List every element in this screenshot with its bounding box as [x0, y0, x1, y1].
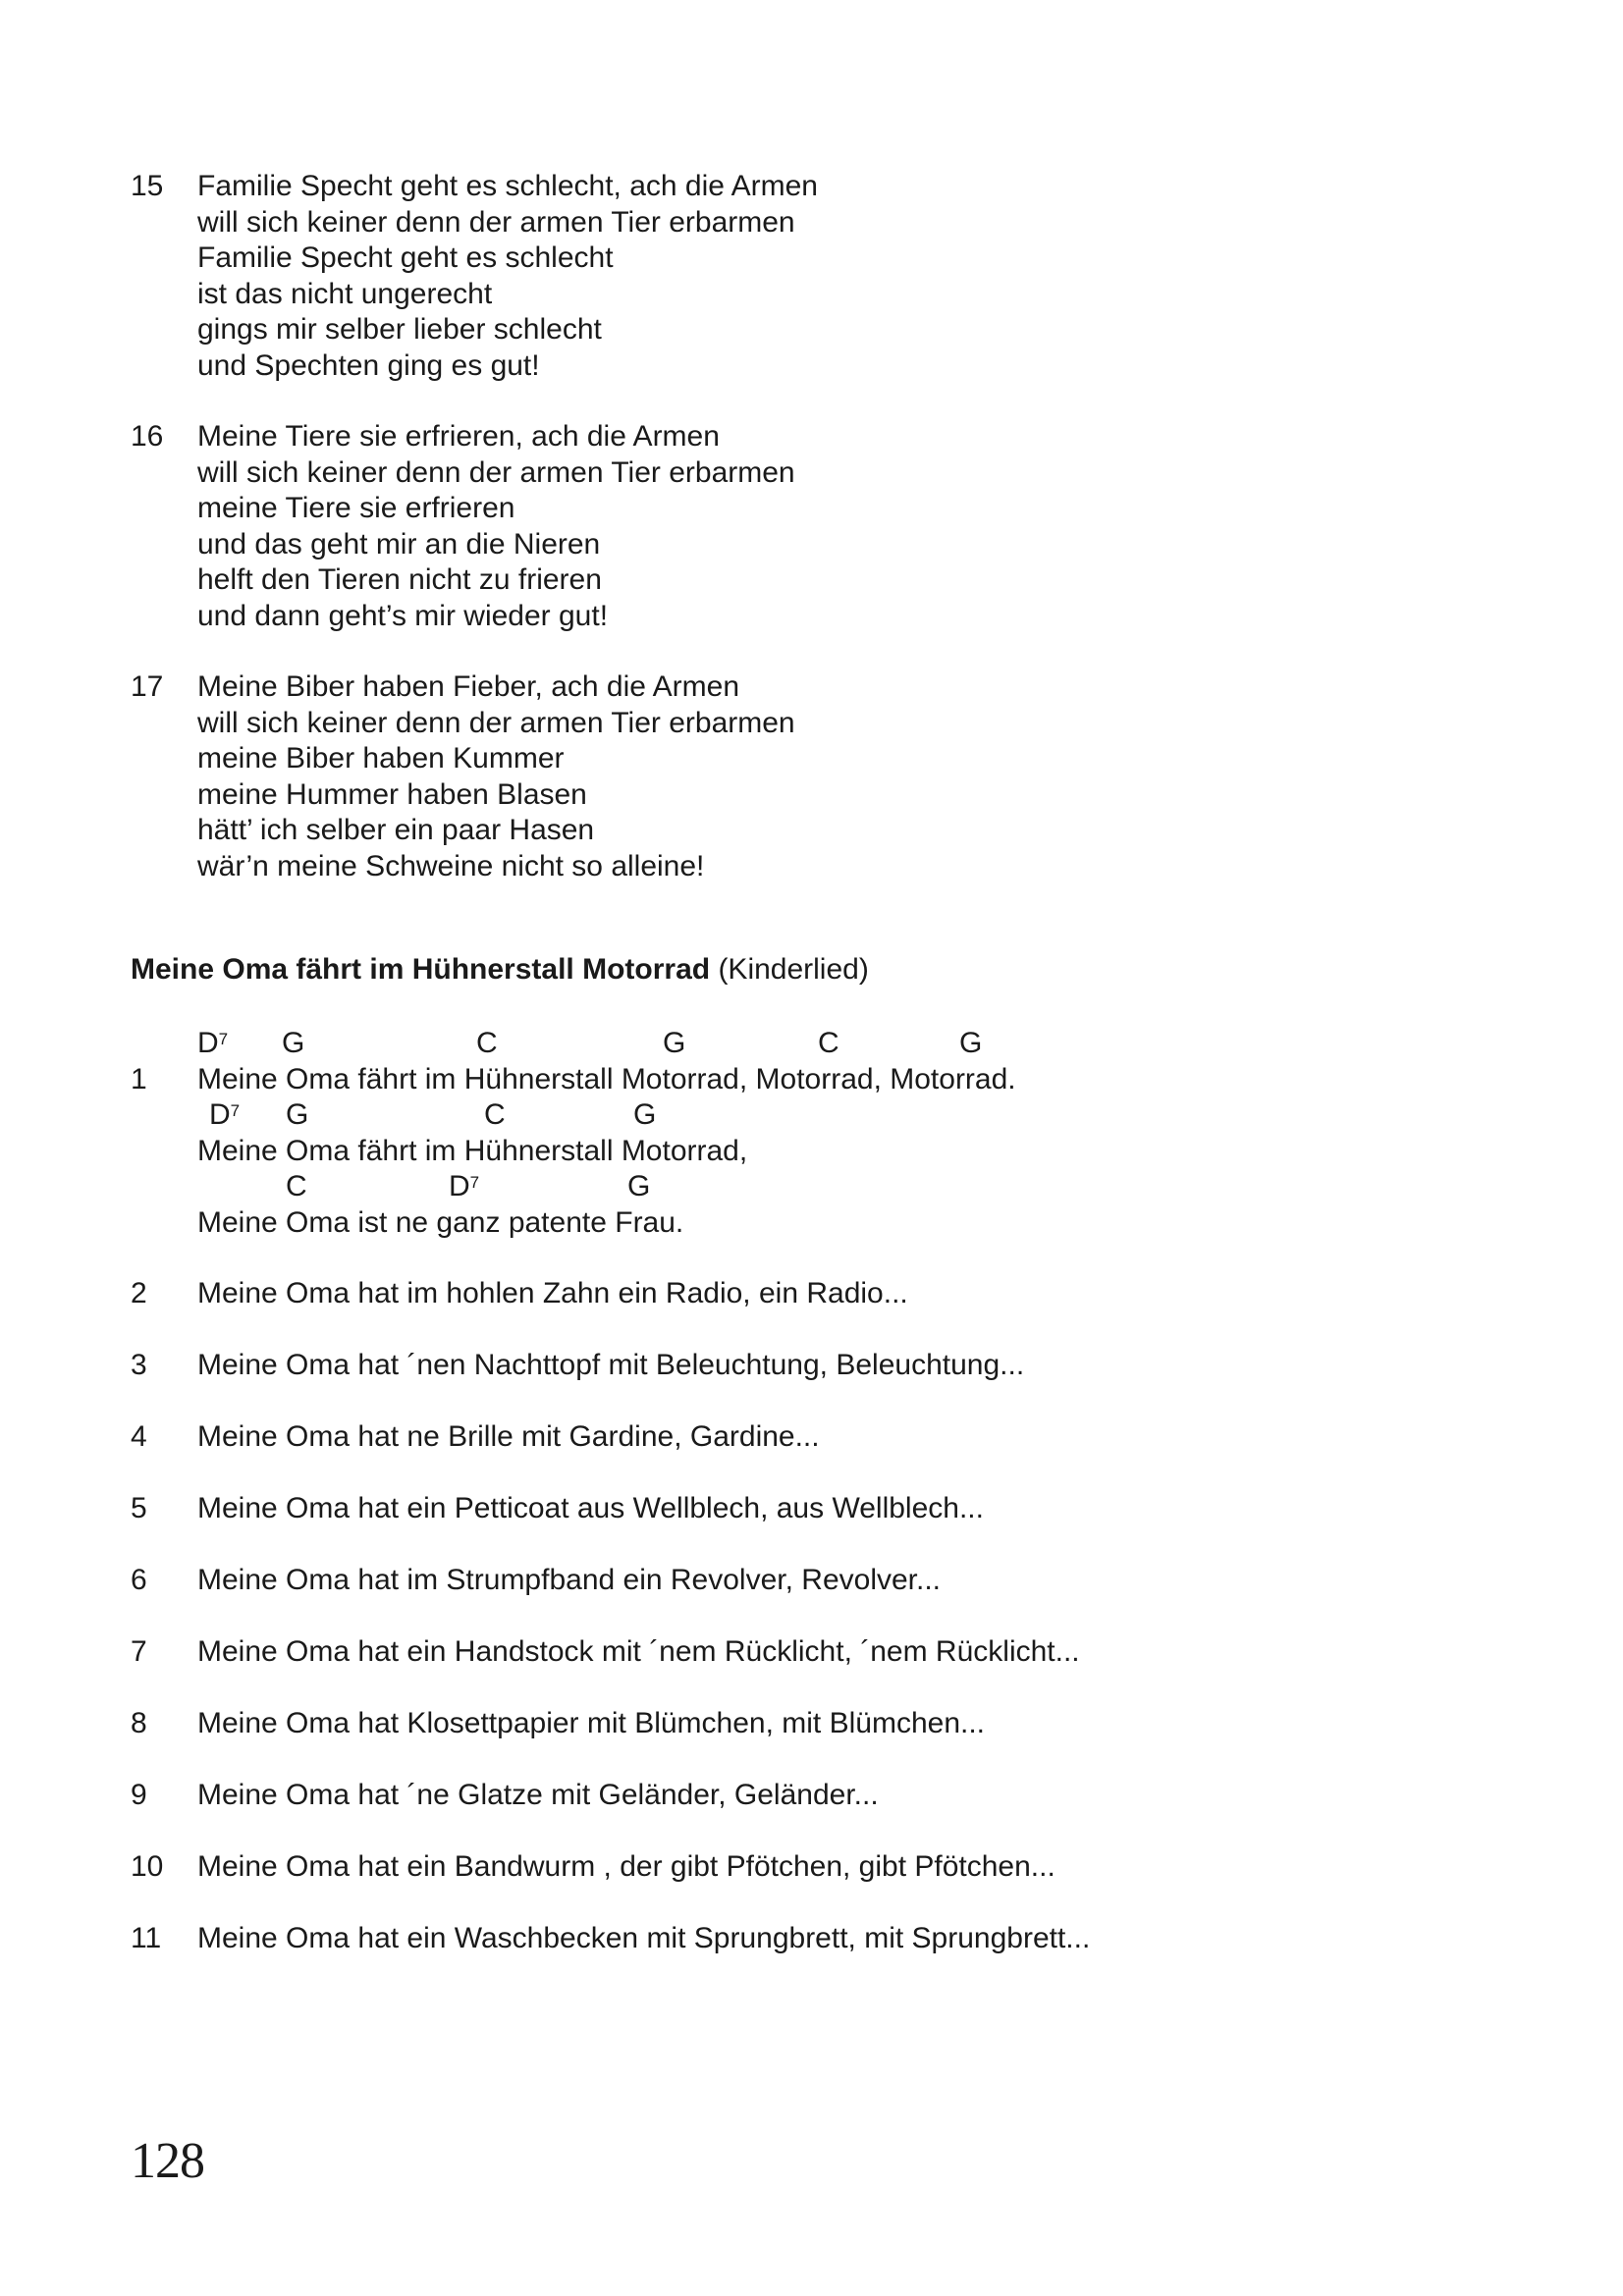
verse-6	[131, 1563, 1407, 1599]
verse-number: 15	[131, 170, 164, 202]
verse-5	[131, 1491, 1407, 1527]
verse-1-with-chords	[131, 1026, 1407, 1241]
verse-line: Meine Oma hat ein Petticoat aus Wellblech, aus Wellblech...	[197, 1492, 984, 1524]
verse-line: meine Biber haben Kummer	[197, 742, 565, 774]
chord: $D^7$	[209, 1098, 241, 1131]
verse-number: 9	[131, 1779, 147, 1811]
verse-number: 4	[131, 1420, 147, 1453]
verse-line: Meine Oma hat ein Waschbecken mit Sprungbrett, mit Sprungbrett...	[197, 1922, 1091, 1954]
verse-line: will sich keiner denn der armen Tier erbarmen	[197, 706, 795, 739]
verse-line: und das geht mir an die Nieren	[197, 527, 601, 561]
chord: $D^7$	[197, 1027, 229, 1059]
song-title-note: (Kinderlied)	[718, 953, 869, 986]
chord-line	[131, 1097, 1407, 1134]
verse-number: 1	[131, 1062, 147, 1095]
verse-line: Meine Oma hat im Strumpfband ein Revolver, Revolver...	[197, 1564, 942, 1596]
verse-number: 7	[131, 1635, 147, 1668]
verse-line: Meine Oma ist ne ganz patente Frau.	[197, 1205, 684, 1239]
verse-line: Meine Oma hat ´nen Nachttopf mit Beleuchtung, Beleuchtung...	[197, 1349, 1025, 1381]
chord: C	[818, 1027, 839, 1059]
verse-line: Meine Oma hat ne Brille mit Gardine, Gardine...	[197, 1420, 820, 1453]
verse-line: will sich keiner denn der armen Tier erbarmen	[197, 205, 795, 239]
chord-line	[131, 1026, 1407, 1062]
verse-line: meine Hummer haben Blasen	[197, 777, 587, 811]
verse-number: 8	[131, 1707, 147, 1739]
verse-number: 3	[131, 1349, 147, 1381]
verse-line: gings mir selber lieber schlecht	[197, 313, 602, 346]
verse-number: 10	[131, 1850, 164, 1883]
verse-number: 17	[131, 670, 164, 703]
song-title	[131, 952, 869, 988]
chord: C	[476, 1027, 498, 1059]
verse-number: 2	[131, 1277, 147, 1309]
verse-line: Meine Oma fährt im Hühnerstall Motorrad,	[197, 1134, 748, 1167]
verse-line: Meine Oma hat ein Handstock mit ´nem Rücklicht, ´nem Rücklicht...	[197, 1635, 1080, 1668]
chord: C	[286, 1170, 307, 1202]
chord: G	[959, 1027, 983, 1059]
verse-line: Familie Specht geht es schlecht	[197, 241, 614, 274]
verse-line: ist das nicht ungerecht	[197, 277, 493, 310]
verse-15	[131, 169, 1407, 384]
verse-17	[131, 669, 1407, 884]
verse-line: meine Tiere sie erfrieren	[197, 492, 515, 524]
verse-16	[131, 419, 1407, 634]
verse-7	[131, 1634, 1407, 1671]
verse-2	[131, 1276, 1407, 1312]
verse-line: Meine Oma hat ´ne Glatze mit Geländer, Geländer...	[197, 1779, 879, 1811]
chord-line	[131, 1169, 1407, 1205]
page-number: 128	[131, 2133, 204, 2189]
verse-line: und Spechten ging es gut!	[197, 348, 540, 382]
verse-8	[131, 1706, 1407, 1742]
chord: $D^7$	[449, 1170, 480, 1202]
verse-line: Meine Oma fährt im Hühnerstall Motorrad, Motorrad, Motorrad.	[197, 1062, 1016, 1095]
chord: G	[663, 1027, 686, 1059]
verse-4	[131, 1419, 1407, 1456]
verse-line: Meine Biber haben Fieber, ach die Armen	[197, 670, 739, 703]
verse-line: will sich keiner denn der armen Tier erbarmen	[197, 455, 795, 489]
chord: G	[286, 1098, 309, 1131]
verse-number: 11	[131, 1922, 162, 1954]
chord: G	[633, 1098, 657, 1131]
verse-line: Meine Oma hat im hohlen Zahn ein Radio, ein Radio...	[197, 1277, 908, 1309]
chord: G	[627, 1170, 651, 1202]
verse-number: 16	[131, 420, 164, 453]
verse-10	[131, 1849, 1407, 1886]
chord: G	[282, 1027, 305, 1059]
verse-line: Meine Oma hat ein Bandwurm , der gibt Pfötchen, gibt Pfötchen...	[197, 1850, 1055, 1883]
song-title-bold: Meine Oma fährt im Hühnerstall Motorrad	[131, 953, 711, 986]
verse-line: Familie Specht geht es schlecht, ach die Armen	[197, 170, 818, 202]
verse-number: 6	[131, 1564, 147, 1596]
verse-line: Meine Tiere sie erfrieren, ach die Armen	[197, 420, 720, 453]
verse-line: Meine Oma hat Klosettpapier mit Blümchen, mit Blümchen...	[197, 1707, 986, 1739]
verse-number: 5	[131, 1492, 147, 1524]
verse-9	[131, 1778, 1407, 1814]
verse-11	[131, 1921, 1407, 1957]
verse-line: hätt’ ich selber ein paar Hasen	[197, 814, 595, 846]
verse-line: und dann geht’s mir wieder gut!	[197, 599, 609, 632]
chord: C	[484, 1098, 506, 1131]
verse-line: wär’n meine Schweine nicht so alleine!	[197, 849, 705, 882]
verse-3	[131, 1348, 1407, 1384]
verse-line: helft den Tieren nicht zu frieren	[197, 563, 602, 596]
